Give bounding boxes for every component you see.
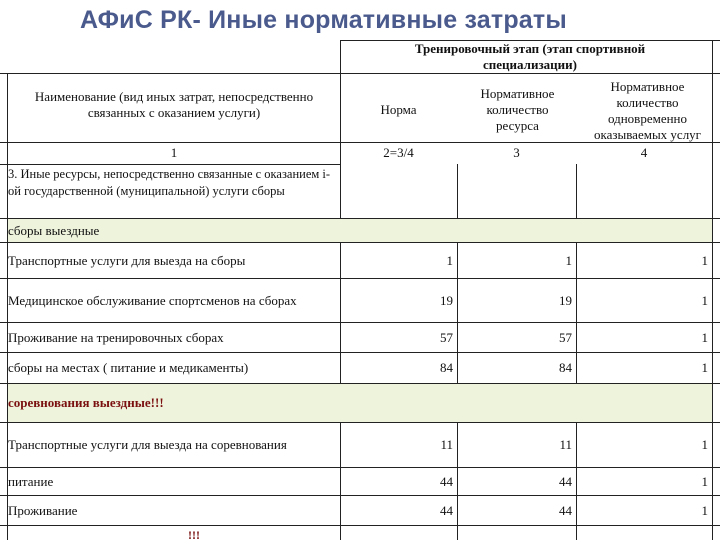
table-row-norm: 19 xyxy=(440,292,453,308)
col-number-qty: 3 xyxy=(513,145,520,160)
name-column-header: Наименование (вид иных затрат, непосредственно связанных с оказанием услуги) xyxy=(34,89,314,120)
table-row-simul: 1 xyxy=(701,473,708,489)
table-row-norm: 84 xyxy=(440,360,453,375)
section-camps: сборы выездные xyxy=(8,219,712,242)
table-row-qty: 44 xyxy=(559,502,572,518)
table-row-name: Транспортные услуги для выезда на соревнования xyxy=(8,437,287,452)
trailing-mark: !!! xyxy=(188,528,200,542)
table-row-qty: 57 xyxy=(559,329,572,345)
table-row-simul: 1 xyxy=(701,360,708,375)
table-row-qty: 84 xyxy=(559,360,572,375)
col-number-norm: 2=3/4 xyxy=(383,145,414,160)
table-row-simul: 1 xyxy=(701,252,708,268)
table-row-qty: 1 xyxy=(565,252,572,268)
table-row-name: Проживание на тренировочных сборах xyxy=(8,329,224,345)
simultaneous-column-header: Нормативное количество одновременно оказываемых услуг xyxy=(593,79,702,142)
table-row-simul: 1 xyxy=(701,292,708,308)
table-row-name: Транспортные услуги для выезда на сборы xyxy=(8,252,246,268)
table-row-name: сборы на местах ( питание и медикаменты) xyxy=(8,360,249,375)
table-row-name: питание xyxy=(8,473,54,489)
table-row-simul: 1 xyxy=(701,329,708,345)
stage-header: Тренировочный этап (этап спортивной специализации) xyxy=(414,41,646,72)
col-number-simul: 4 xyxy=(640,145,648,160)
table-row-qty: 11 xyxy=(559,437,572,452)
table-row-qty: 19 xyxy=(559,292,572,308)
page-title: АФиС РК- Иные нормативные затраты xyxy=(80,6,567,34)
table-row-norm: 11 xyxy=(440,437,453,452)
table-row-qty: 44 xyxy=(559,473,572,489)
table-row-simul: 1 xyxy=(701,502,708,518)
table-row-simul: 1 xyxy=(701,437,708,452)
section-other-resources: 3. Иные ресурсы, непосредственно связанные с оказанием i-ой государственной (муниципальной) услуги сборы xyxy=(8,167,331,198)
table-row-norm: 44 xyxy=(440,473,453,489)
table-row-norm: 1 xyxy=(446,252,453,268)
table-row-name: Проживание xyxy=(8,502,78,518)
table-row-name: Медицинское обслуживание спортсменов на сборах xyxy=(8,292,297,308)
col-number-name: 1 xyxy=(170,145,178,160)
table-row-norm: 57 xyxy=(440,329,453,345)
section-competitions: соревнования выездные!!! xyxy=(8,384,712,422)
table-row-norm: 44 xyxy=(440,502,453,518)
norm-column-header: Норма xyxy=(380,102,417,117)
quantity-column-header: Нормативное количество ресурса xyxy=(480,86,555,133)
